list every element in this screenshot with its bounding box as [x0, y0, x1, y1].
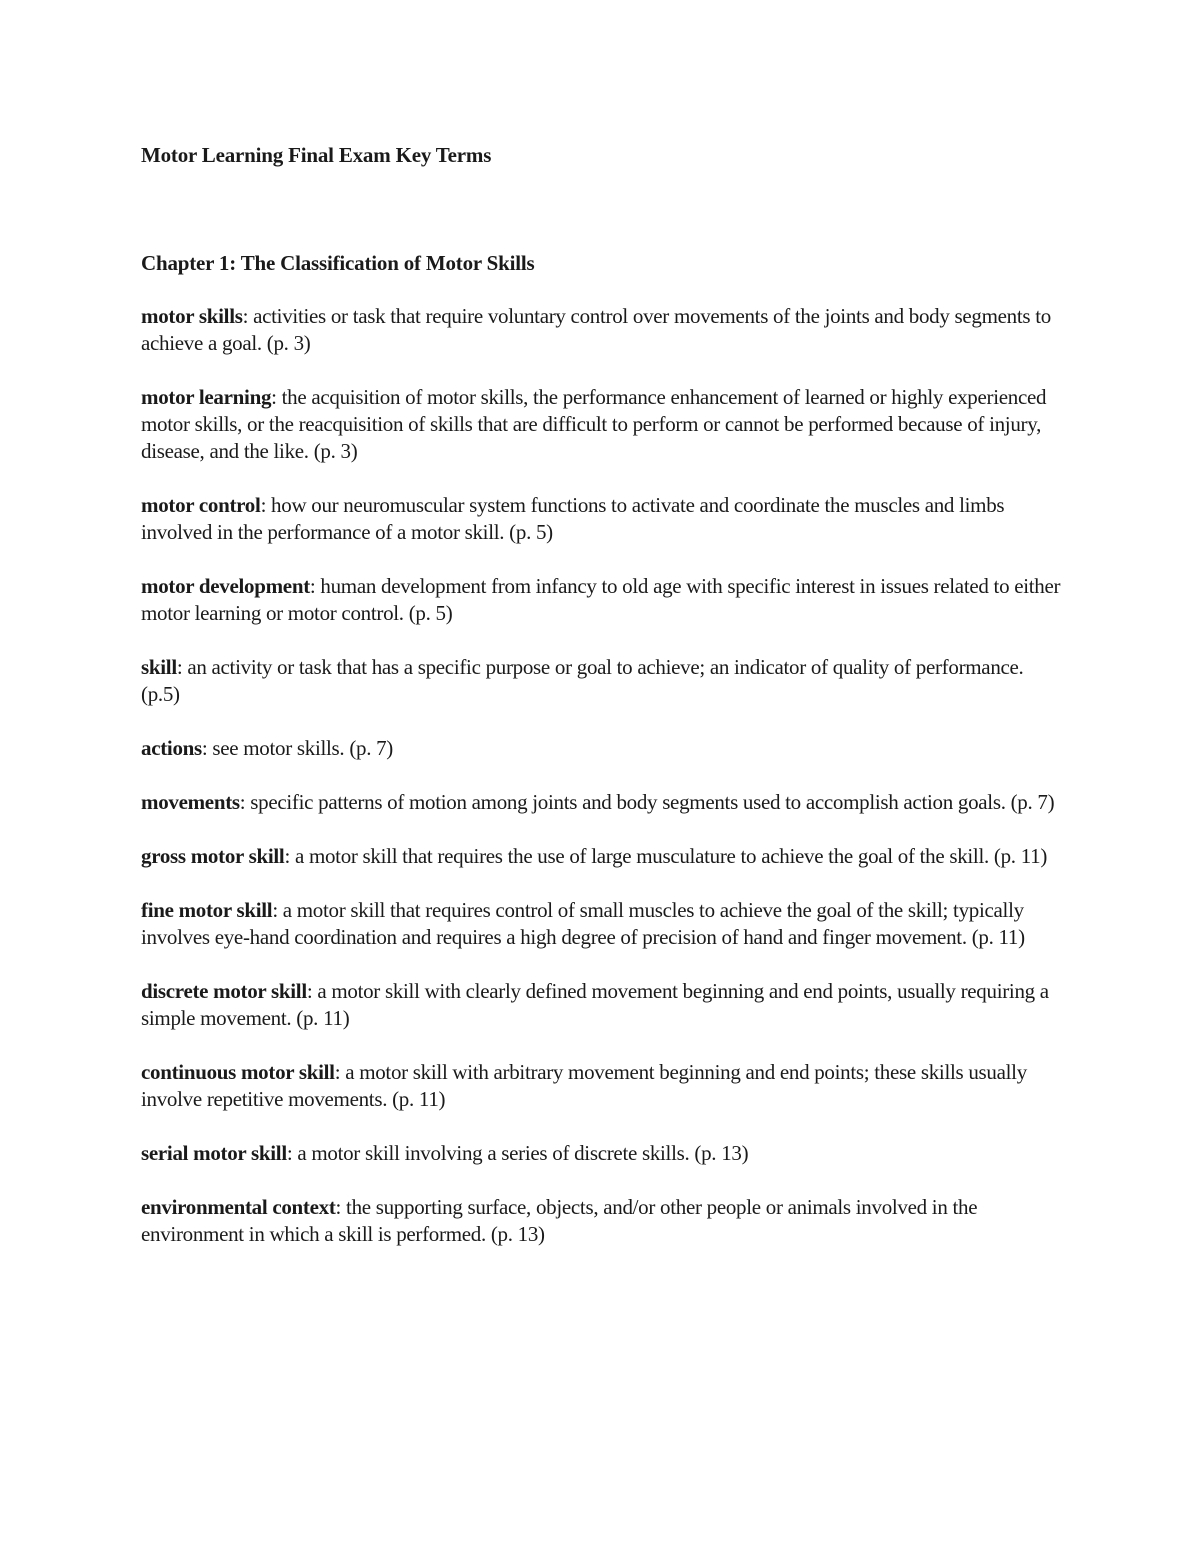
term-entry: [141, 897, 1066, 951]
term-entry: [141, 735, 1066, 762]
term-entry: [141, 1194, 1066, 1248]
term-definition: : a motor skill with arbitrary movement beginning and end points; these skills usually involve repetitive movements. (p. 11): [141, 1060, 1027, 1111]
term-definition: : the acquisition of motor skills, the performance enhancement of learned or highly experienced motor skills, or the reacquisition of skills that are difficult to perform or cannot be performed because of injury, disease, and the like. (p. 3): [141, 385, 1047, 463]
term-entry: [141, 384, 1066, 465]
term-entry: [141, 789, 1066, 816]
term-entry: [141, 492, 1066, 546]
term-word: motor skills: [141, 304, 243, 328]
term-entry: [141, 843, 1066, 870]
term-word: discrete motor skill: [141, 979, 307, 1003]
term-entry: [141, 303, 1066, 357]
term-word: environmental context: [141, 1195, 336, 1219]
term-definition: : the supporting surface, objects, and/or other people or animals involved in the environment in which a skill is performed. (p. 13): [141, 1195, 978, 1246]
term-entry: [141, 1059, 1066, 1113]
key-terms-list: [141, 303, 1066, 1248]
term-definition: : activities or task that require voluntary control over movements of the joints and body segments to achieve a goal. (p. 3): [141, 304, 1051, 355]
chapter-heading: Chapter 1: The Classification of Motor Skills: [141, 251, 535, 275]
term-entry: [141, 654, 1066, 708]
document-title: Motor Learning Final Exam Key Terms: [141, 143, 492, 167]
term-definition: : a motor skill that requires control of small muscles to achieve the goal of the skill; typically involves eye-hand coordination and requires a high degree of precision of hand and finger movement. (p. 11): [141, 898, 1025, 949]
term-definition: : specific patterns of motion among joints and body segments used to accomplish action goals. (p. 7): [239, 790, 1055, 814]
term-word: continuous motor skill: [141, 1060, 335, 1084]
term-definition: : how our neuromuscular system functions to activate and coordinate the muscles and limbs involved in the performance of a motor skill. (p. 5): [141, 493, 1005, 544]
term-definition: : human development from infancy to old age with specific interest in issues related to either motor learning or motor control. (p. 5): [141, 574, 1061, 625]
term-definition: : a motor skill that requires the use of large musculature to achieve the goal of the skill. (p. 11): [284, 844, 1048, 868]
term-word: actions: [141, 736, 202, 760]
term-definition: : a motor skill with clearly defined movement beginning and end points, usually requiring a simple movement. (p. 11): [141, 979, 1049, 1030]
term-word: motor development: [141, 574, 310, 598]
term-word: gross motor skill: [141, 844, 285, 868]
term-entry: [141, 573, 1066, 627]
term-word: movements: [141, 790, 240, 814]
term-definition: : an activity or task that has a specific purpose or goal to achieve; an indicator of quality of performance. (p.5): [141, 655, 1024, 706]
term-word: motor learning: [141, 385, 272, 409]
term-word: serial motor skill: [141, 1141, 287, 1165]
document-content: [141, 140, 1066, 1275]
term-word: fine motor skill: [141, 898, 273, 922]
term-entry: [141, 978, 1066, 1032]
term-definition: : a motor skill involving a series of discrete skills. (p. 13): [286, 1141, 749, 1165]
term-definition: : see motor skills. (p. 7): [201, 736, 394, 760]
term-word: skill: [141, 655, 177, 679]
term-word: motor control: [141, 493, 261, 517]
term-entry: [141, 1140, 1066, 1167]
